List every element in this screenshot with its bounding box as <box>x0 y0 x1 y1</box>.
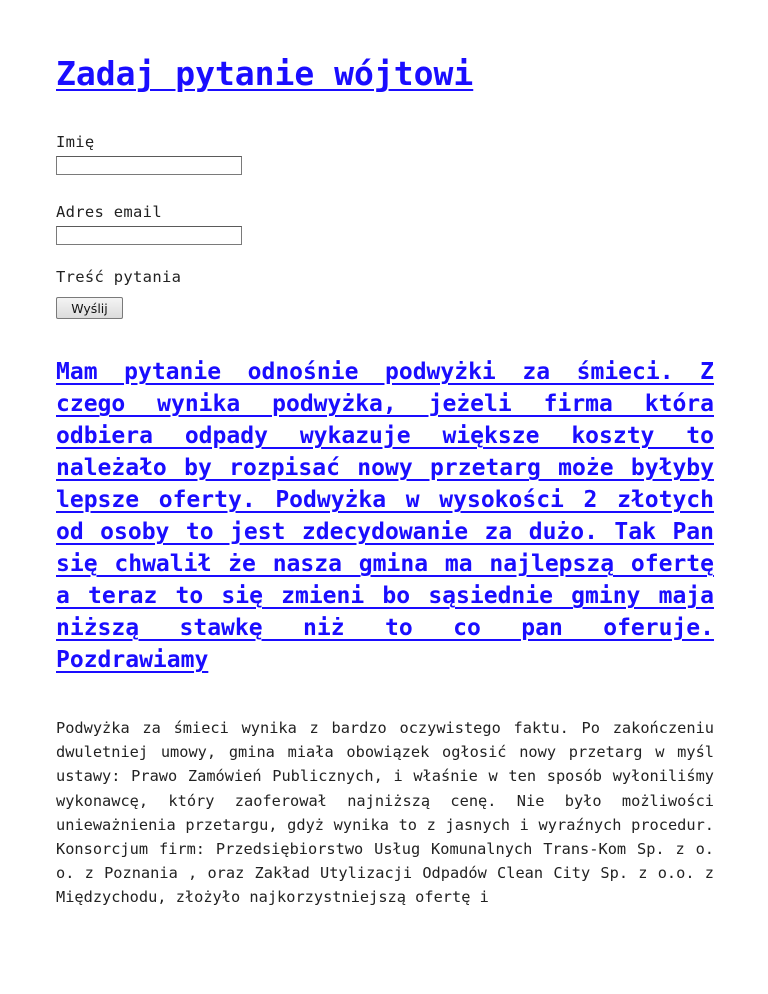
email-label: Adres email <box>56 203 162 221</box>
page-title-link[interactable]: Zadaj pytanie wójtowi <box>56 54 474 93</box>
name-label: Imię <box>56 133 95 151</box>
spacer <box>56 245 456 267</box>
question-label: Treść pytania <box>56 268 182 286</box>
question-form <box>56 132 456 319</box>
name-input[interactable] <box>56 156 242 175</box>
email-input[interactable] <box>56 226 242 245</box>
spacer <box>56 175 456 202</box>
question-title-link[interactable]: Mam pytanie odnośnie podwyżki za śmieci. Z czego wynika podwyżka, jeżeli firma która odbiera odpady wykazuje większe koszty to należało by rozpisać nowy przetarg może byłyby lepsze oferty. Podwyżka w wysokości 2 złotych od osoby to jest zdecydowanie za dużo. Tak Pan się chwalił że nasza gmina ma najlepszą ofertę a teraz to się zmieni bo sąsiednie gminy maja niższą stawkę niż to co pan oferuje. Pozdrawiamy <box>56 359 714 673</box>
submit-button[interactable]: Wyślij <box>56 297 123 319</box>
spacer <box>56 287 456 297</box>
answer-text: Podwyżka za śmieci wynika z bardzo oczywistego faktu. Po zakończeniu dwuletniej umowy, gmina miała obowiązek ogłosić nowy przetarg w myśl ustawy: Prawo Zamówień Publicznych, i właśnie w ten sposób wyłoniliśmy wykonawcę, który zaoferował najniższą cenę. Nie było możliwości unieważnienia przetargu, gdyż wynika to z jasnych i wyraźnych procedur. Konsorcjum firm: Przedsiębiorstwo Usług Komunalnych Trans-Kom Sp. z o. o. z Poznania , oraz Zakład Utylizacji Odpadów Clean City Sp. z o.o. z Międzychodu, złożyło najkorzystniejszą ofertę i <box>56 719 714 907</box>
